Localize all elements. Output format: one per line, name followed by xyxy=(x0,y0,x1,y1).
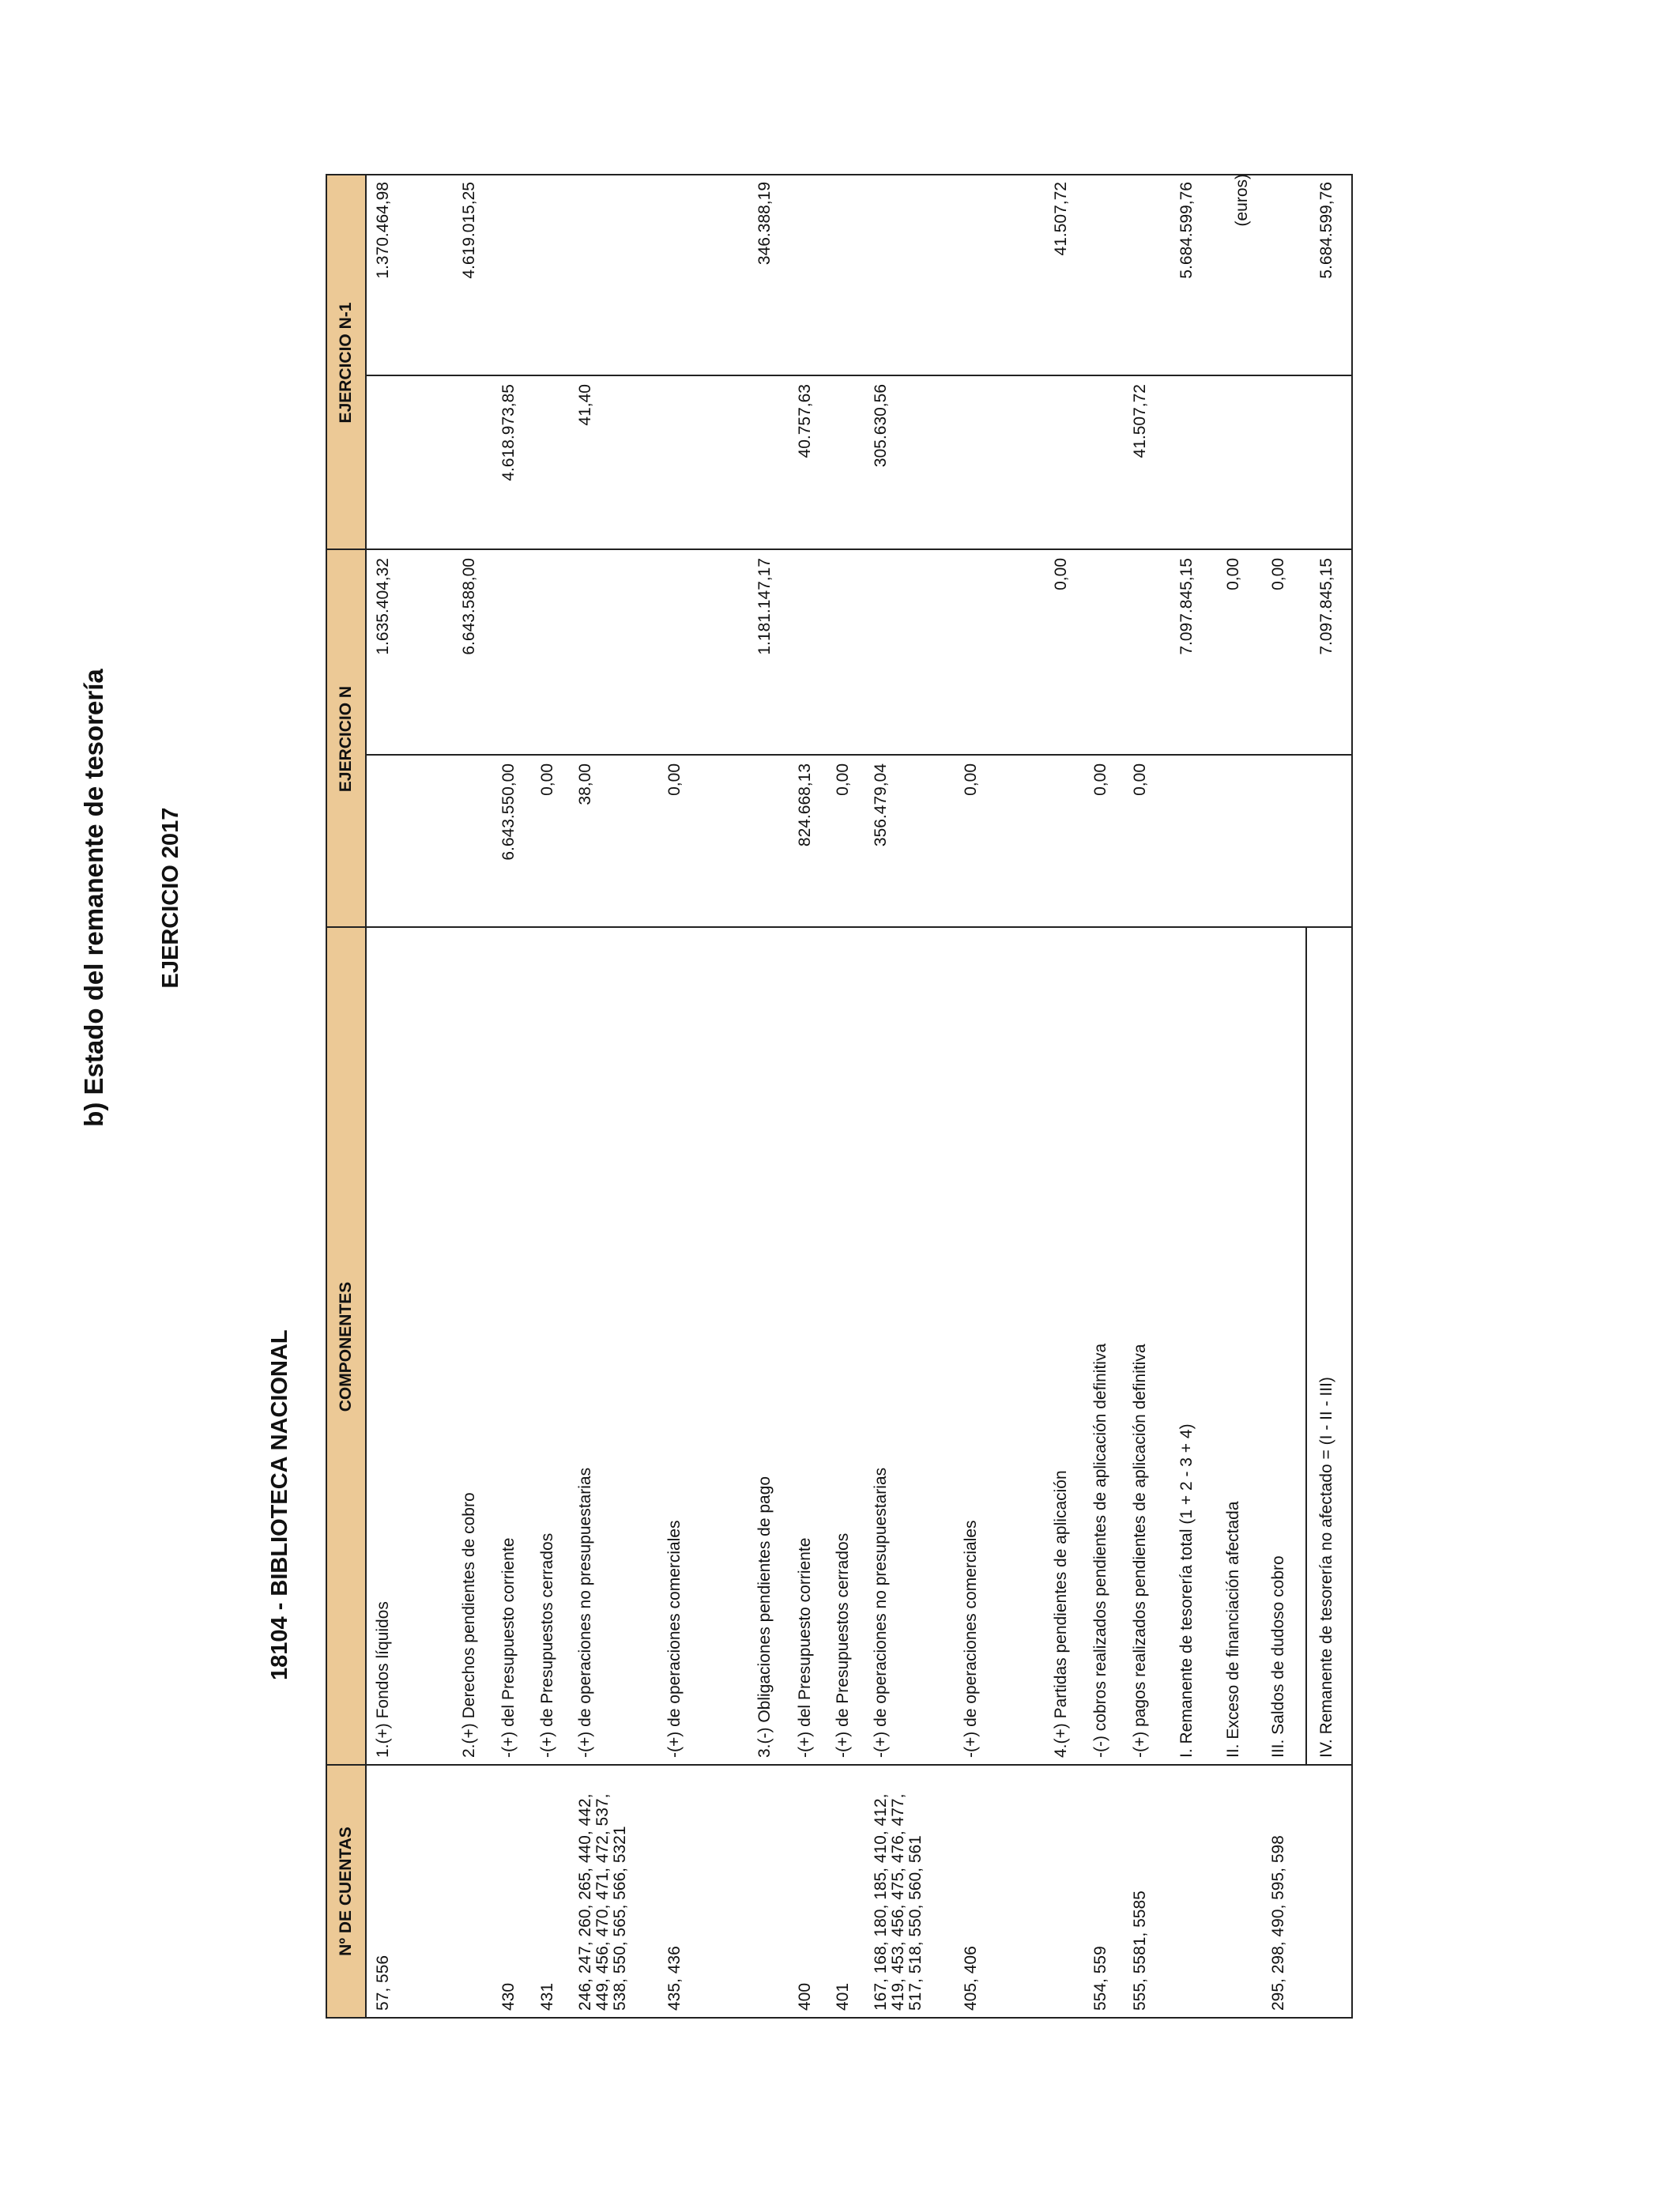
row-n1-detail: 41.507,72 xyxy=(1131,384,1149,458)
row-n1-detail: 41,40 xyxy=(576,384,594,426)
row-n-detail: 0,00 xyxy=(538,763,556,796)
row-n1-total: 4.619.015,25 xyxy=(460,182,478,279)
row-cuentas: 401 xyxy=(834,1982,852,2011)
row-n-total: 0,00 xyxy=(1052,558,1070,590)
row-n-total: 7.097.845,15 xyxy=(1177,558,1196,655)
row-n1-detail: 305.630,56 xyxy=(872,384,890,468)
remanente-table xyxy=(326,174,1353,2019)
row-componente: 4.(+) Partidas pendientes de aplicación xyxy=(1052,1470,1070,1758)
row-componente: II. Exceso de financiación afectada xyxy=(1224,1501,1242,1758)
row-n1-detail: 4.618.973,85 xyxy=(499,384,518,481)
row-componente: -(+) de operaciones no presupuestarias xyxy=(872,1467,890,1758)
row-componente: 3.(-) Obligaciones pendientes de pago xyxy=(755,1476,774,1758)
row-cuentas: 430 xyxy=(499,1982,518,2011)
row-n-detail: 0,00 xyxy=(1091,763,1109,796)
row-n1-detail: 40.757,63 xyxy=(796,384,814,458)
row-n-detail: 0,00 xyxy=(834,763,852,796)
row-n1-total: 41.507,72 xyxy=(1052,182,1070,256)
row-n-total: 1.635.404,32 xyxy=(374,558,392,655)
page-subtitle: EJERCICIO 2017 xyxy=(158,807,183,989)
row-n-detail: 38,00 xyxy=(576,763,594,805)
header-ejercicio-n1: EJERCICIO N-1 xyxy=(327,175,367,550)
row-n-detail: 0,00 xyxy=(1131,763,1149,796)
row-n-detail: 6.643.550,00 xyxy=(499,763,518,861)
row-componente: -(+) del Presupuesto corriente xyxy=(499,1537,518,1758)
row-componente: -(+) de Presupuestos cerrados xyxy=(538,1532,556,1758)
row-componente: III. Saldos de dudoso cobro xyxy=(1269,1555,1287,1758)
row-componente: 2.(+) Derechos pendientes de cobro xyxy=(460,1492,478,1758)
row-cuentas: 555, 5581, 5585 xyxy=(1131,1891,1149,2011)
row-n-detail: 0,00 xyxy=(665,763,684,796)
header-componentes: COMPONENTES xyxy=(327,928,367,1766)
row-componente: -(+) de operaciones comerciales xyxy=(962,1520,980,1758)
row-cuentas: 57, 556 xyxy=(374,1955,392,2011)
row-componente: I. Remanente de tesorería total (1 + 2 - 3 + 4) xyxy=(1177,1423,1196,1758)
row-componente: -(+) del Presupuesto corriente xyxy=(796,1537,814,1758)
row-cuentas: 554, 559 xyxy=(1091,1946,1109,2011)
row-componente: 1.(+) Fondos líquidos xyxy=(374,1601,392,1758)
header-ejercicio-n: EJERCICIO N xyxy=(327,550,367,928)
row-n-total: 7.097.845,15 xyxy=(1317,558,1335,655)
units-label: (euros) xyxy=(1233,174,1251,227)
row-cuentas: 435, 436 xyxy=(665,1946,684,2011)
row-cuentas: 167, 168, 180, 185, 410, 412, 419, 453, 456, 475, 476, 477, 517, 518, 550, 560, 561 xyxy=(872,1793,925,2011)
row-n-detail: 824.668,13 xyxy=(796,763,814,847)
row-n-total: 0,00 xyxy=(1269,558,1287,590)
row-cuentas: 431 xyxy=(538,1982,556,2011)
subcolumn-divider xyxy=(367,375,1351,376)
row-n1-total: 1.370.464,98 xyxy=(374,182,392,279)
row-componente: -(+) pagos realizados pendientes de aplicación definitiva xyxy=(1131,1344,1149,1758)
row-divider xyxy=(1305,928,1307,1766)
row-n-total: 6.643.588,00 xyxy=(460,558,478,655)
row-cuentas: 400 xyxy=(796,1982,814,2011)
entity-heading: 18104 - BIBLIOTECA NACIONAL xyxy=(267,1329,292,1680)
row-cuentas: 295, 298, 490, 595, 598 xyxy=(1269,1835,1287,2011)
header-cuentas: Nº DE CUENTAS xyxy=(327,1766,367,2017)
row-n1-total: 346.388,19 xyxy=(755,182,774,266)
row-componente: -(+) de operaciones comerciales xyxy=(665,1520,684,1758)
row-componente: IV. Remanente de tesorería no afectado = (I - II - III) xyxy=(1317,1377,1335,1758)
row-componente: -(-) cobros realizados pendientes de aplicación definitiva xyxy=(1091,1343,1109,1758)
row-n-total: 0,00 xyxy=(1224,558,1242,590)
row-n1-total: 5.684.599,76 xyxy=(1317,182,1335,279)
row-n-detail: 356.479,04 xyxy=(872,763,890,847)
row-cuentas: 405, 406 xyxy=(962,1946,980,2011)
row-componente: -(+) de Presupuestos cerrados xyxy=(834,1532,852,1758)
row-n1-total: 5.684.599,76 xyxy=(1177,182,1196,279)
page-title: b) Estado del remanente de tesorería xyxy=(79,669,108,1127)
row-cuentas: 246, 247, 260, 265, 440, 442, 449, 456, 470, 471, 472, 537, 538, 550, 565, 566, 5321 xyxy=(576,1793,629,2011)
row-n-total: 1.181.147,17 xyxy=(755,558,774,655)
row-componente: -(+) de operaciones no presupuestarias xyxy=(576,1467,594,1758)
subcolumn-divider xyxy=(367,754,1351,756)
column-divider xyxy=(327,548,1351,550)
row-n-detail: 0,00 xyxy=(962,763,980,796)
